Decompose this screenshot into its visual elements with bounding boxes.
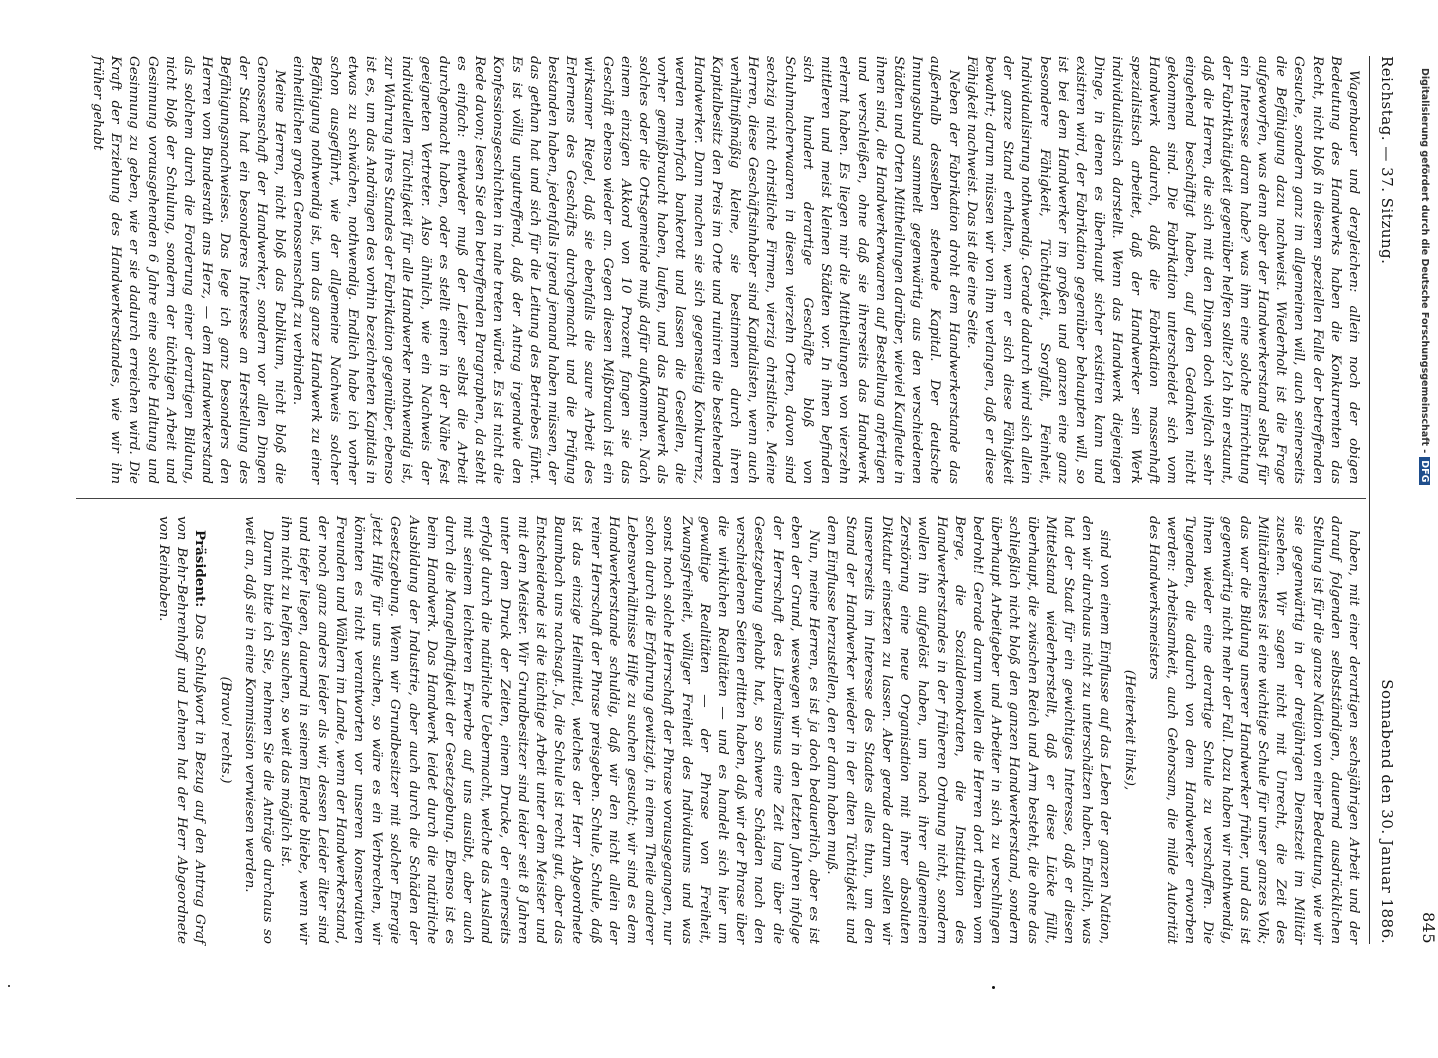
funding-note	[1416, 8, 1430, 998]
page-number: 845	[1419, 911, 1438, 944]
header-rule	[1369, 56, 1370, 944]
paragraph: sind von einem Einflusse auf das Leben der ganzen Nation, den wir durchaus nicht zu unterschätzen haben. Endlich, was hat der Staat für ein gewichtiges Interesse, daß er diesen Mittelstand wiederherstellt, daß er diese Lücke füllt, überhaupt, die zwischen Reich und Arm besteht, die ohne das schließlich nicht bloß den ganzen Handwerkerstand, sondern überhaupt Arbeitgeber und Arbeiter in sich zu verschlingen bedroht! Gerade darum wollen die Herren dort drüben vom Berge, die Sozialdemokraten, die Institution des Handwerkerstandes in der früheren Ordnung nicht, sondern wollen ihn aufgelöst haben, um nach ihrer allgemeinen Zerstörung eine neue Organisation mit ihrer absoluten Diktatur einsetzen zu lassen. Aber gerade darum sollen wir unsererseits im Interesse des Staates alles thun, um den Stand der Handwerker wieder in der alten Tüchtigkeit und dem Einflusse herzustellen, den er dann haben muß.	[824, 516, 1113, 944]
funding-note-text: Digitalisierung gefördert durch die Deutsche Forschungsgemeinschaft -	[1419, 68, 1430, 454]
left-column	[62, 56, 1362, 484]
paragraph: Wagenbauer und dergleichen: allein noch der obigen Bedeutung des Handwerks haben die Konkurrenten das Recht, nicht bloß in diesem speziellen Falle der betreffenden Gesuche, sondern ganz im allgemeinen will, auch seinerseits die Befähigung dazu nachweist. Wiederholt ist die Frage aufgeworfen, was denn aber der Handwerkerstand selbst für ein Interesse daran habe? was ihm eine solche Einrichtung der Fabrikthätigkeit gegenüber helfen sollte? Ich bin erstaunt, daß die Herren, die sich mit den Dingen doch vielfach sehr eingehend beschäftigt haben, auf den Gedanken nicht gekommen sind. Die Fabrikation unterscheidet sich vom Handwerk dadurch, daß die Fabrikation massenhaft spezialistisch arbeitet, daß der Handwerker sein Werk individualistisch darstellt. Wenn das Handwerk diejenigen Dinge, in denen es überhaupt sicher existiren kann und existiren wird, der Fabrikation gegenüber behaupten will, so ist bei dem Handwerker im großen und ganzen eine ganz besondere Fähigkeit, Tüchtigkeit, Sorgfalt, Feinheit, Individualisirung nothwendig. Gerade dadurch wird sich allein der ganze Stand erhalten, wenn er sich diese Fähigkeit bewahrt; darum müssen wir von ihm verlangen, daß er diese Fähigkeit nachweist. Das ist die eine Seite.	[963, 56, 1361, 484]
paragraph: Darum bitte ich Sie, nehmen Sie die Anträge durchaus so weit an, daß sie in eine Kommission verwiesen werden.	[241, 516, 276, 944]
right-column	[62, 516, 1362, 944]
paragraph: Neben der Fabrikation droht dem Handwerkerstande das außerhalb desselben stehende Kapital. Der deutsche Innungsbund sammelt gegenwärtig aus den verschiedenen Städten und Orten Mittheilungen darüber, wieviel Kaufleute in ihnen sind, die Handwerkerwaaren auf Bestellung anfertigen und verschleißen, ohne daß sie ihrerseits das Handwerk erlernt haben. Es liegen mir die Mittheilungen von vierzehn mittleren und meist kleinen Städten vor. In ihnen befinden sich hundert derartige Geschäfte bloß von Schuhmacherwaaren in diesen vierzehn Orten, davon sind sechzig nicht christliche Firmen, vierzig christliche. Meine Herren, diese Geschäftsinhaber sind Kapitalisten, wenn auch verhältnißmäßig kleine, sie bestimmen durch ihren Kapitalbesitz den Preis im Orte und ruiniren die bestehenden Handwerker. Dann machen sie sich gegenseitig Konkurrenz, werden mehrfach bankerott und lassen die Gesellen, die vorher gemißbraucht haben, laufen, und das Handwerk als solches oder die Ortsgemeinde muß dafür aufkommen. Nach einem einzigen Akkord von 10 Prozent fangen sie das Geschäft ebenso wieder an. Gegen diesen Mißbrauch ist ein wirksamer Riegel, daß sie ebenfalls die saure Arbeit des Erlernens des Geschäfts durchgemacht und die Prüfung bestanden haben, jedenfalls irgend jemand haben müssen, der das gethan hat und sich für die Leitung des Betriebes führt. Es ist völlig ungutreffend, daß der Antrag irgendwie den Konfessionsgeschichten in nahe treten würde. Es ist nicht die Rede davon; lesen Sie den betreffenden Paragraphen, da steht es einfach: entweder muß der Leiter selbst die Arbeit durchgemacht haben, oder es stellt einen in der Nähe fest geeigneten Vertreter. Also ähnlich, wie ein Nachweis der individuellen Tüchtigkeit für alle Handwerker nothwendig ist, zur Wahrung ihres Standes der Fabrikation gegenüber, ebenso ist es, um das Andrängen des vorhin bezeichneten Kapitals in etwas zu schwächen, nothwendig. Endlich habe ich vorher schon ausgeführt, wie der allgemeine Nachweis solcher Befähigung nothwendig ist, um das ganze Handwerk zu einer einheitlichen großen Genossenschaft zu verbinden.	[290, 56, 961, 484]
president-paragraph	[154, 516, 210, 944]
speaker-label: Präsident:	[192, 530, 209, 608]
scan-speck	[992, 986, 995, 989]
column-divider	[76, 498, 1366, 499]
scan-speck	[8, 985, 10, 987]
interjection: (Heiterkeit links),	[1121, 669, 1137, 791]
paragraph: haben, mit einer derartigen sechsjährigen Arbeit und der darauf folgenden selbstständigen, dauernd ausdrücklichen Stellung ist für die ganze Nation von einer Bedeutung, wie wir sie gegenwärtig in der dreijährigen Dienstzeit im Militär zusehen. Wir sagen nicht mit Unrecht, die Zeit des Militärdienstes ist eine wichtige Schule für unser ganzes Volk; das war die Bildung unserer Handwerker früher, und das ist gegenwärtig nicht mehr der Fall. Dazu haben wir nothwendig, ihnen wieder eine derartige Schule zu verschaffen. Die Tugenden, die dadurch von dem Handwerker erworben werden: Arbeitsamkeit, auch Gehorsam, die milde Autorität des Handwerksmeisters	[1145, 516, 1361, 944]
header-date: Sonnabend den 30. Januar 1886.	[1378, 679, 1396, 944]
funding-note-text-wrap	[1416, 8, 1430, 1058]
header-left: Reichstag. — 37. Sitzung.	[1378, 56, 1396, 265]
interjection: (Bravo! rechts.)	[217, 676, 233, 784]
dfg-logo-icon: DFG	[1419, 457, 1430, 485]
paragraph: Nun, meine Herren, es ist ja doch bedauerlich, aber es ist eben der Grund, weswegen wir in den letzten Jahren infolge der Herrschaft des Liberalismus eine Zeit lang über die Gesetzgebung gehabt hat, so schwere Schäden nach den verschiedenen Seiten erlitten haben, daß wir der Phrase über die wirklichen Realitäten — und es handelt sich hier um gewaltige Realitäten — der Phrase von Freiheit, Zwangsfreiheit, völliger Freiheit des Individuums und was sonst noch solche Herrschaft der Phrase vorausgegangen, nur schon durch die Erfahrung gewitzigt, in einem Theile anderer Lebensverhältnisse Hilfe zu suchen gesucht; wir sind es dem Handwerkerstande schuldig, daß wir den nicht allein der reiner Herrschaft der Phrase preisgeben. Schule, Schule, daß ist das einzige Heilmittel, welches der Herr Abgeordnete Baumbach uns nachsagt. Ja, die Schule ist recht gut, aber das Entscheidende ist die tüchtige Arbeit unter dem Meister und mit dem Meister. Wir Grundbesitzer sind leider seit 8 Jahren unter dem Druck der Zeiten, einem Drucke, der einerseits erfolgt durch die natürliche Uebermacht, welche das Ausland mit seinem leichteren Erwerbe auf uns ausübt, aber auch durch die Mangelhaftigkeit der Gesetzgebung. Ebenso ist es beim Handwerk. Das Handwerk leidet durch die natürliche Ausbildung der Industrie, aber auch durch die Schäden der Gesetzgebung. Wenn wir Grundbesitzer mit solcher Energie jetzt Hilfe für uns suchen, so wäre es ein Verbrechen, wir könnten es nicht verantworten vor unseren konservativen Freunden und Wählern im Lande, wenn der Handwerkerstand, der noch ganz anders leider als wir, dessen Leider älter sind und tiefer liegen, dauernd in seinem Elende bliebe, wenn wir ihm nicht zu helfen suchen, so weit das möglich ist.	[278, 516, 822, 944]
speaker-text: Das Schlußwort in Bezug auf den Antrag Graf von Behr-Behrenhoff und Lehnen hat der Herr Abgeordnete von Reinbaben.	[156, 516, 208, 944]
paragraph: Meine Herren, nicht bloß das Publikum, nicht bloß die Genossenschaft der Handwerker, sondern vor allen Dingen der Staat hat ein besonderes Interesse an Herstellung des Befähigungsnachweises. Das lege ich ganz besonders den Herren vom Bundesrath ans Herz, — dem Handwerkerstand als solchem durch die Forderung einer derartigen Bildung, nicht bloß der Schulung, sondern der tüchtigen Arbeit und Gesinnung vorausgehenden 6 Jahre eine solche Haltung und Gesinnung zu geben, wie er sie dadurch erreichen wird. Die Kraft der Erziehung des Handwerkerstandes, wie wir ihn früher gehabt	[89, 56, 288, 484]
